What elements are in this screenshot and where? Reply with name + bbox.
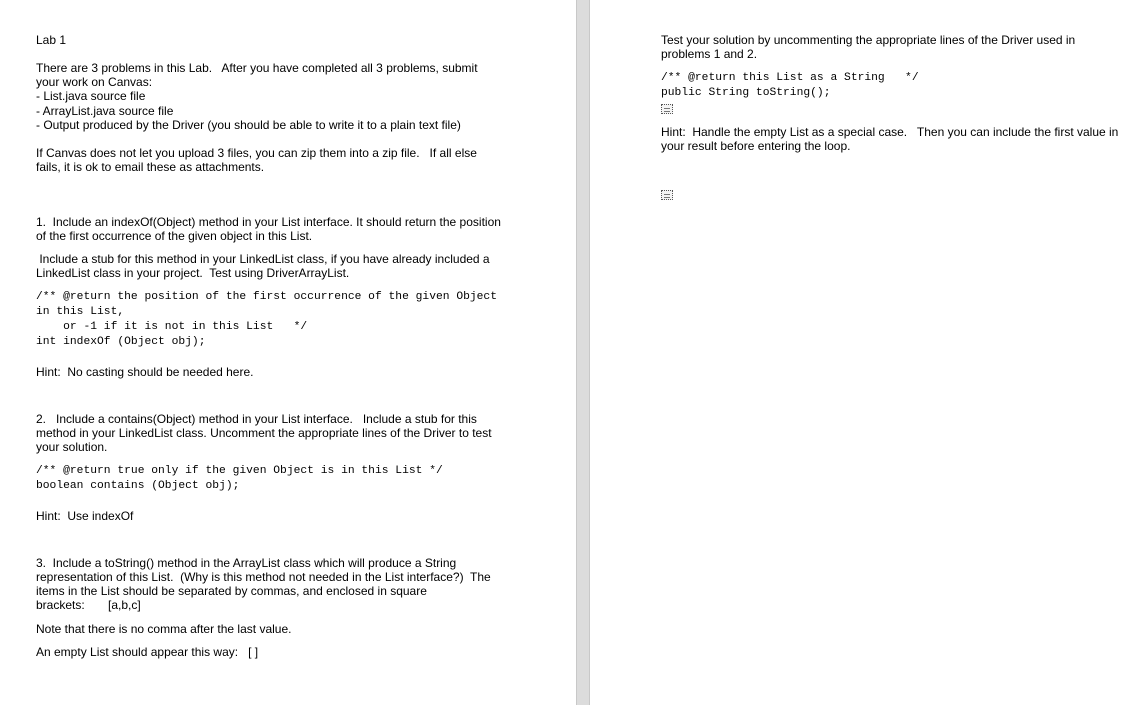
page-gutter (576, 0, 590, 705)
problem-3-text: 3. Include a toString() method in the ArrayList class which will produce a String (36, 556, 457, 570)
tostring-code: public String toString(); (661, 87, 831, 99)
test-instructions: Test your solution by uncommenting the appropriate lines of the Driver used in (661, 33, 1076, 47)
lab-title: Lab 1 (36, 33, 67, 47)
problem-3-text: items in the List should be separated by commas, and enclosed in square (36, 584, 427, 598)
object-anchor-icon[interactable] (661, 190, 673, 200)
problem-1-hint: Hint: No casting should be needed here. (36, 365, 254, 379)
canvas-note-line: fails, it is ok to email these as attachments. (36, 160, 265, 174)
problem-3-text: brackets: [a,b,c] (36, 598, 141, 612)
problem-3-text: representation of this List. (Why is this method not needed in the List interface?) The (36, 570, 491, 584)
document-page-right (590, 0, 1142, 705)
problem-2-text: 2. Include a contains(Object) method in your List interface. Include a stub for this (36, 412, 477, 426)
tostring-code: /** @return this List as a String */ (661, 72, 919, 84)
canvas-note-line: If Canvas does not let you upload 3 files, you can zip them into a zip file. If all else (36, 146, 477, 160)
problem-1-code: /** @return the position of the first occurrence of the given Object (36, 291, 497, 303)
problem-1-text: 1. Include an indexOf(Object) method in your List interface. It should return the position (36, 215, 501, 229)
problem-1-text: of the first occurrence of the given object in this List. (36, 229, 313, 243)
tostring-hint: your result before entering the loop. (661, 139, 851, 153)
object-anchor-icon[interactable] (661, 104, 673, 114)
intro-line: your work on Canvas: (36, 75, 153, 89)
problem-1-code: or -1 if it is not in this List */ (36, 321, 308, 333)
submission-item: - List.java source file (36, 89, 146, 103)
problem-1-stub-note: Include a stub for this method in your LinkedList class, if you have already included a (36, 252, 490, 266)
problem-1-stub-note: LinkedList class in your project. Test using DriverArrayList. (36, 266, 350, 280)
submission-item: - ArrayList.java source file (36, 104, 174, 118)
intro-line: There are 3 problems in this Lab. After you have completed all 3 problems, submit (36, 61, 478, 75)
problem-2-code: boolean contains (Object obj); (36, 480, 240, 492)
tostring-hint: Hint: Handle the empty List as a special case. Then you can include the first value in (661, 125, 1119, 139)
problem-2-code: /** @return true only if the given Object is in this List */ (36, 465, 443, 477)
problem-3-note: An empty List should appear this way: [ ] (36, 645, 259, 659)
submission-item: - Output produced by the Driver (you should be able to write it to a plain text file) (36, 118, 461, 132)
problem-2-text: your solution. (36, 440, 108, 454)
problem-2-text: method in your LinkedList class. Uncomment the appropriate lines of the Driver to test (36, 426, 492, 440)
problem-2-hint: Hint: Use indexOf (36, 509, 134, 523)
problem-1-code: in this List, (36, 306, 125, 318)
test-instructions: problems 1 and 2. (661, 47, 758, 61)
problem-3-note: Note that there is no comma after the last value. (36, 622, 292, 636)
problem-1-code: int indexOf (Object obj); (36, 336, 206, 348)
